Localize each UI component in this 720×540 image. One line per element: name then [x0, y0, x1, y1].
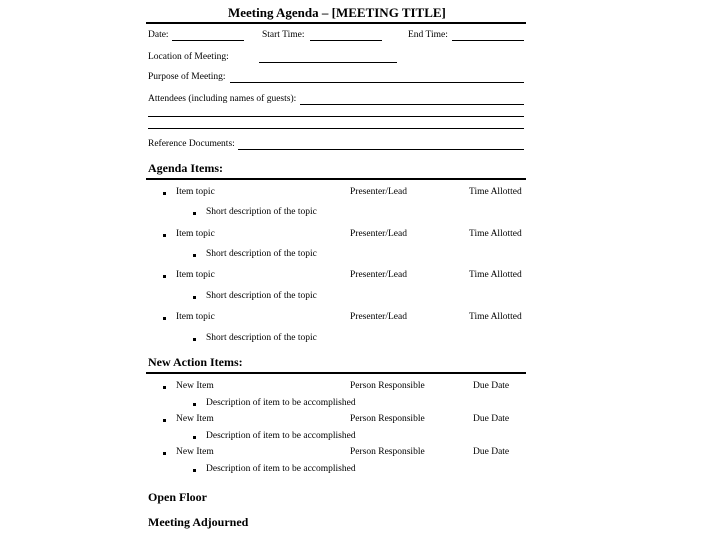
description-bullet [193, 254, 196, 257]
action-due-date: Due Date [473, 447, 510, 457]
attendees-line-2[interactable] [148, 116, 524, 117]
action-description: Description of item to be accomplished [206, 464, 356, 474]
action-item: New Item [176, 414, 214, 424]
agenda-item-description: Short description of the topic [206, 333, 317, 343]
actions-rule [146, 372, 526, 374]
action-description: Description of item to be accomplished [206, 431, 356, 441]
action-due-date: Due Date [473, 381, 510, 391]
description-bullet [193, 338, 196, 341]
meeting-adjourned-heading: Meeting Adjourned [148, 515, 249, 529]
action-person: Person Responsible [350, 414, 425, 424]
action-due-date: Due Date [473, 414, 510, 424]
action-bullet [163, 419, 166, 422]
date-label: Date: [148, 30, 169, 40]
action-person: Person Responsible [350, 381, 425, 391]
agenda-bullet [163, 192, 166, 195]
agenda-item-time: Time Allotted [469, 229, 522, 239]
agenda-item-description: Short description of the topic [206, 249, 317, 259]
agenda-item-time: Time Allotted [469, 312, 522, 322]
purpose-field[interactable] [230, 82, 524, 83]
action-item: New Item [176, 447, 214, 457]
description-bullet [193, 469, 196, 472]
start-time-field[interactable] [310, 40, 382, 41]
reference-field[interactable] [238, 149, 524, 150]
description-bullet [193, 212, 196, 215]
action-description: Description of item to be accomplished [206, 398, 356, 408]
location-label: Location of Meeting: [148, 52, 229, 62]
agenda-rule [146, 178, 526, 180]
description-bullet [193, 436, 196, 439]
action-item: New Item [176, 381, 214, 391]
agenda-item-description: Short description of the topic [206, 207, 317, 217]
end-time-label: End Time: [408, 30, 448, 40]
agenda-item-presenter: Presenter/Lead [350, 229, 407, 239]
start-time-label: Start Time: [262, 30, 305, 40]
action-person: Person Responsible [350, 447, 425, 457]
attendees-label: Attendees (including names of guests): [148, 94, 297, 104]
purpose-label: Purpose of Meeting: [148, 72, 226, 82]
agenda-item-time: Time Allotted [469, 187, 522, 197]
end-time-field[interactable] [452, 40, 524, 41]
agenda-item-topic: Item topic [176, 312, 215, 322]
description-bullet [193, 403, 196, 406]
action-bullet [163, 386, 166, 389]
agenda-heading: Agenda Items: [148, 161, 223, 175]
agenda-item-topic: Item topic [176, 229, 215, 239]
agenda-item-topic: Item topic [176, 187, 215, 197]
agenda-bullet [163, 275, 166, 278]
agenda-item-presenter: Presenter/Lead [350, 187, 407, 197]
description-bullet [193, 296, 196, 299]
attendees-field[interactable] [300, 104, 524, 105]
actions-heading: New Action Items: [148, 355, 243, 369]
document-title: Meeting Agenda – [MEETING TITLE] [228, 5, 446, 20]
open-floor-heading: Open Floor [148, 490, 207, 504]
location-field[interactable] [259, 62, 397, 63]
title-rule [146, 22, 526, 24]
agenda-bullet [163, 234, 166, 237]
agenda-item-presenter: Presenter/Lead [350, 270, 407, 280]
agenda-item-presenter: Presenter/Lead [350, 312, 407, 322]
agenda-item-description: Short description of the topic [206, 291, 317, 301]
agenda-item-topic: Item topic [176, 270, 215, 280]
reference-label: Reference Documents: [148, 139, 235, 149]
agenda-bullet [163, 317, 166, 320]
date-field[interactable] [172, 40, 244, 41]
attendees-line-3[interactable] [148, 128, 524, 129]
agenda-item-time: Time Allotted [469, 270, 522, 280]
action-bullet [163, 452, 166, 455]
